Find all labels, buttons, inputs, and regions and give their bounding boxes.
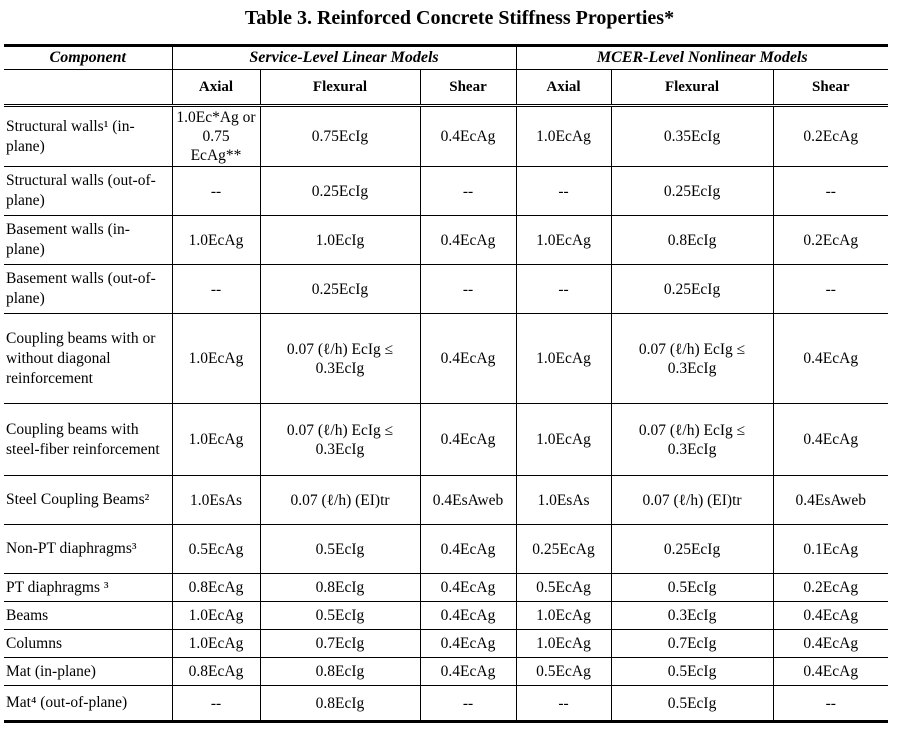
component-cell: Non-PT diaphragms³ — [4, 525, 172, 574]
table-body — [4, 106, 888, 722]
value-cell: 0.07 (ℓ/h) (EI)tr — [611, 476, 773, 525]
value-cell: 0.4EcAg — [773, 658, 888, 686]
value-cell: 0.25EcIg — [611, 525, 773, 574]
component-cell: Steel Coupling Beams² — [4, 476, 172, 525]
value-cell: 0.3EcIg — [611, 602, 773, 630]
stiffness-table — [4, 44, 888, 723]
header-axial: Axial — [516, 70, 611, 106]
value-cell: 0.4EcAg — [773, 404, 888, 476]
value-cell: 1.0EcAg — [172, 630, 260, 658]
table-row — [4, 574, 888, 602]
value-cell: -- — [773, 167, 888, 216]
value-cell: 0.25EcAg — [516, 525, 611, 574]
value-cell: 1.0EcAg — [516, 314, 611, 404]
value-cell: 0.4EsAweb — [773, 476, 888, 525]
component-cell: Beams — [4, 602, 172, 630]
value-cell: 0.5EcAg — [516, 658, 611, 686]
value-cell: 0.07 (ℓ/h) EcIg ≤ 0.3EcIg — [260, 404, 420, 476]
value-cell: 0.25EcIg — [611, 167, 773, 216]
value-cell: 0.2EcAg — [773, 574, 888, 602]
table-row — [4, 602, 888, 630]
component-cell: Structural walls¹ (in-plane) — [4, 106, 172, 167]
component-cell: Basement walls (in-plane) — [4, 216, 172, 265]
value-cell: 0.4EcAg — [420, 216, 516, 265]
value-cell: 1.0EcAg — [516, 602, 611, 630]
component-cell: Structural walls (out-of-plane) — [4, 167, 172, 216]
value-cell: 0.4EcAg — [420, 658, 516, 686]
value-cell: 0.07 (ℓ/h) EcIg ≤ 0.3EcIg — [611, 314, 773, 404]
value-cell: 0.8EcIg — [611, 216, 773, 265]
table-title: Table 3. Reinforced Concrete Stiffness Properties* — [244, 7, 675, 29]
value-cell: -- — [516, 265, 611, 314]
component-cell: Mat (in-plane) — [4, 658, 172, 686]
value-cell: -- — [172, 167, 260, 216]
table-row — [4, 686, 888, 722]
value-cell: 1.0Ec*Ag or 0.75 EcAg** — [172, 106, 260, 167]
value-cell: 1.0EcAg — [516, 630, 611, 658]
value-cell: 0.4EcAg — [420, 602, 516, 630]
value-cell: 0.4EcAg — [420, 630, 516, 658]
value-cell: 0.8EcIg — [260, 658, 420, 686]
value-cell: 0.75EcIg — [260, 106, 420, 167]
value-cell: 0.8EcAg — [172, 574, 260, 602]
header-component: Component — [4, 46, 172, 70]
table-row — [4, 216, 888, 265]
value-cell: 1.0EcAg — [516, 216, 611, 265]
component-cell: Coupling beams with steel-fiber reinforcement — [4, 404, 172, 476]
value-cell: 0.4EcAg — [773, 314, 888, 404]
table-row — [4, 167, 888, 216]
value-cell: 0.7EcIg — [260, 630, 420, 658]
value-cell: 0.25EcIg — [260, 167, 420, 216]
value-cell: 0.4EcAg — [420, 106, 516, 167]
value-cell: -- — [420, 686, 516, 722]
header-service-level: Service-Level Linear Models — [172, 46, 516, 70]
header-mce-level: MCER-Level Nonlinear Models — [516, 46, 888, 70]
table-row — [4, 658, 888, 686]
table-row — [4, 265, 888, 314]
value-cell: 0.4EcAg — [420, 574, 516, 602]
value-cell: 0.4EcAg — [420, 525, 516, 574]
value-cell: 0.5EcIg — [611, 686, 773, 722]
value-cell: 1.0EsAs — [516, 476, 611, 525]
table-row — [4, 630, 888, 658]
value-cell: 0.35EcIg — [611, 106, 773, 167]
value-cell: 0.5EcIg — [611, 658, 773, 686]
table-row — [4, 525, 888, 574]
value-cell: -- — [172, 686, 260, 722]
value-cell: -- — [172, 265, 260, 314]
value-cell: 0.07 (ℓ/h) EcIg ≤ 0.3EcIg — [260, 314, 420, 404]
value-cell: 1.0EsAs — [172, 476, 260, 525]
value-cell: 0.7EcIg — [611, 630, 773, 658]
value-cell: 0.4EcAg — [773, 602, 888, 630]
header-flexural: Flexural — [611, 70, 773, 106]
value-cell: 0.8EcIg — [260, 686, 420, 722]
table-row — [4, 106, 888, 167]
header-shear: Shear — [420, 70, 516, 106]
value-cell: 0.1EcAg — [773, 525, 888, 574]
value-cell: 0.5EcIg — [260, 525, 420, 574]
table-row — [4, 404, 888, 476]
component-cell: Mat⁴ (out-of-plane) — [4, 686, 172, 722]
value-cell: -- — [420, 265, 516, 314]
value-cell: 1.0EcAg — [172, 404, 260, 476]
value-cell: -- — [773, 265, 888, 314]
component-cell: Coupling beams with or without diagonal reinforcement — [4, 314, 172, 404]
value-cell: 1.0EcAg — [172, 314, 260, 404]
component-cell: Columns — [4, 630, 172, 658]
value-cell: 1.0EcAg — [516, 404, 611, 476]
value-cell: 0.4EcAg — [420, 404, 516, 476]
value-cell: 1.0EcAg — [172, 216, 260, 265]
value-cell: -- — [516, 686, 611, 722]
value-cell: 1.0EcAg — [516, 106, 611, 167]
header-flexural: Flexural — [260, 70, 420, 106]
value-cell: 0.2EcAg — [773, 106, 888, 167]
value-cell: 0.5EcIg — [260, 602, 420, 630]
value-cell: 0.07 (ℓ/h) (EI)tr — [260, 476, 420, 525]
table-row — [4, 314, 888, 404]
value-cell: -- — [420, 167, 516, 216]
value-cell: 0.5EcIg — [611, 574, 773, 602]
value-cell: 0.4EcAg — [773, 630, 888, 658]
value-cell: 0.4EsAweb — [420, 476, 516, 525]
value-cell: 0.5EcAg — [172, 525, 260, 574]
value-cell: 0.5EcAg — [516, 574, 611, 602]
value-cell: 0.25EcIg — [260, 265, 420, 314]
component-cell: PT diaphragms ³ — [4, 574, 172, 602]
value-cell: 0.2EcAg — [773, 216, 888, 265]
header-blank — [4, 70, 172, 106]
header-shear: Shear — [773, 70, 888, 106]
value-cell: 0.07 (ℓ/h) EcIg ≤ 0.3EcIg — [611, 404, 773, 476]
value-cell: 0.4EcAg — [420, 314, 516, 404]
value-cell: 1.0EcIg — [260, 216, 420, 265]
value-cell: -- — [773, 686, 888, 722]
value-cell: 0.8EcAg — [172, 658, 260, 686]
value-cell: -- — [516, 167, 611, 216]
header-axial: Axial — [172, 70, 260, 106]
value-cell: 0.8EcIg — [260, 574, 420, 602]
component-cell: Basement walls (out-of-plane) — [4, 265, 172, 314]
value-cell: 1.0EcAg — [172, 602, 260, 630]
value-cell: 0.25EcIg — [611, 265, 773, 314]
table-row — [4, 476, 888, 525]
